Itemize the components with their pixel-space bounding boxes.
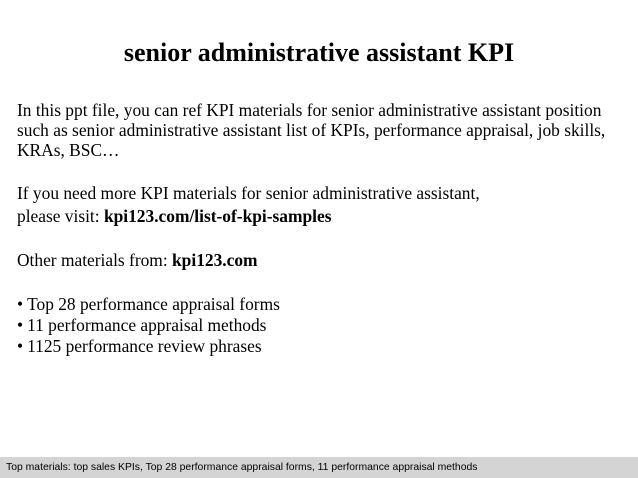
list-item [17, 294, 629, 315]
list-item-text: Top 28 performance appraisal forms [27, 294, 280, 314]
list-item-text: 11 performance appraisal methods [27, 315, 267, 335]
visit-line [17, 206, 629, 226]
list-item [17, 315, 629, 336]
other-prefix: Other materials from: [17, 250, 173, 270]
other-materials-line [17, 250, 629, 270]
bullet-icon: • [17, 294, 24, 314]
list-item-text: 1125 performance review phrases [27, 336, 262, 356]
list-item [17, 336, 629, 357]
footer-bar: Top materials: top sales KPIs, Top 28 performance appraisal forms, 11 performance appraisal methods [0, 457, 638, 478]
visit-link[interactable]: kpi123.com/list-of-kpi-samples [103, 206, 332, 226]
other-link[interactable]: kpi123.com [172, 250, 258, 270]
bullet-icon: • [17, 315, 24, 335]
more-materials-line: If you need more KPI materials for senior administrative assistant, [17, 183, 480, 203]
page-title: senior administrative assistant KPI [123, 38, 515, 67]
visit-prefix: please visit: [17, 206, 104, 226]
bullet-icon: • [17, 336, 24, 356]
materials-list [17, 294, 629, 357]
slide-content [17, 100, 629, 357]
intro-paragraph: In this ppt file, you can ref KPI materials for senior administrative assistant position such as senior administrative assistant list of KPIs, performance appraisal, job skills, KRAs, BSC… [17, 100, 606, 160]
